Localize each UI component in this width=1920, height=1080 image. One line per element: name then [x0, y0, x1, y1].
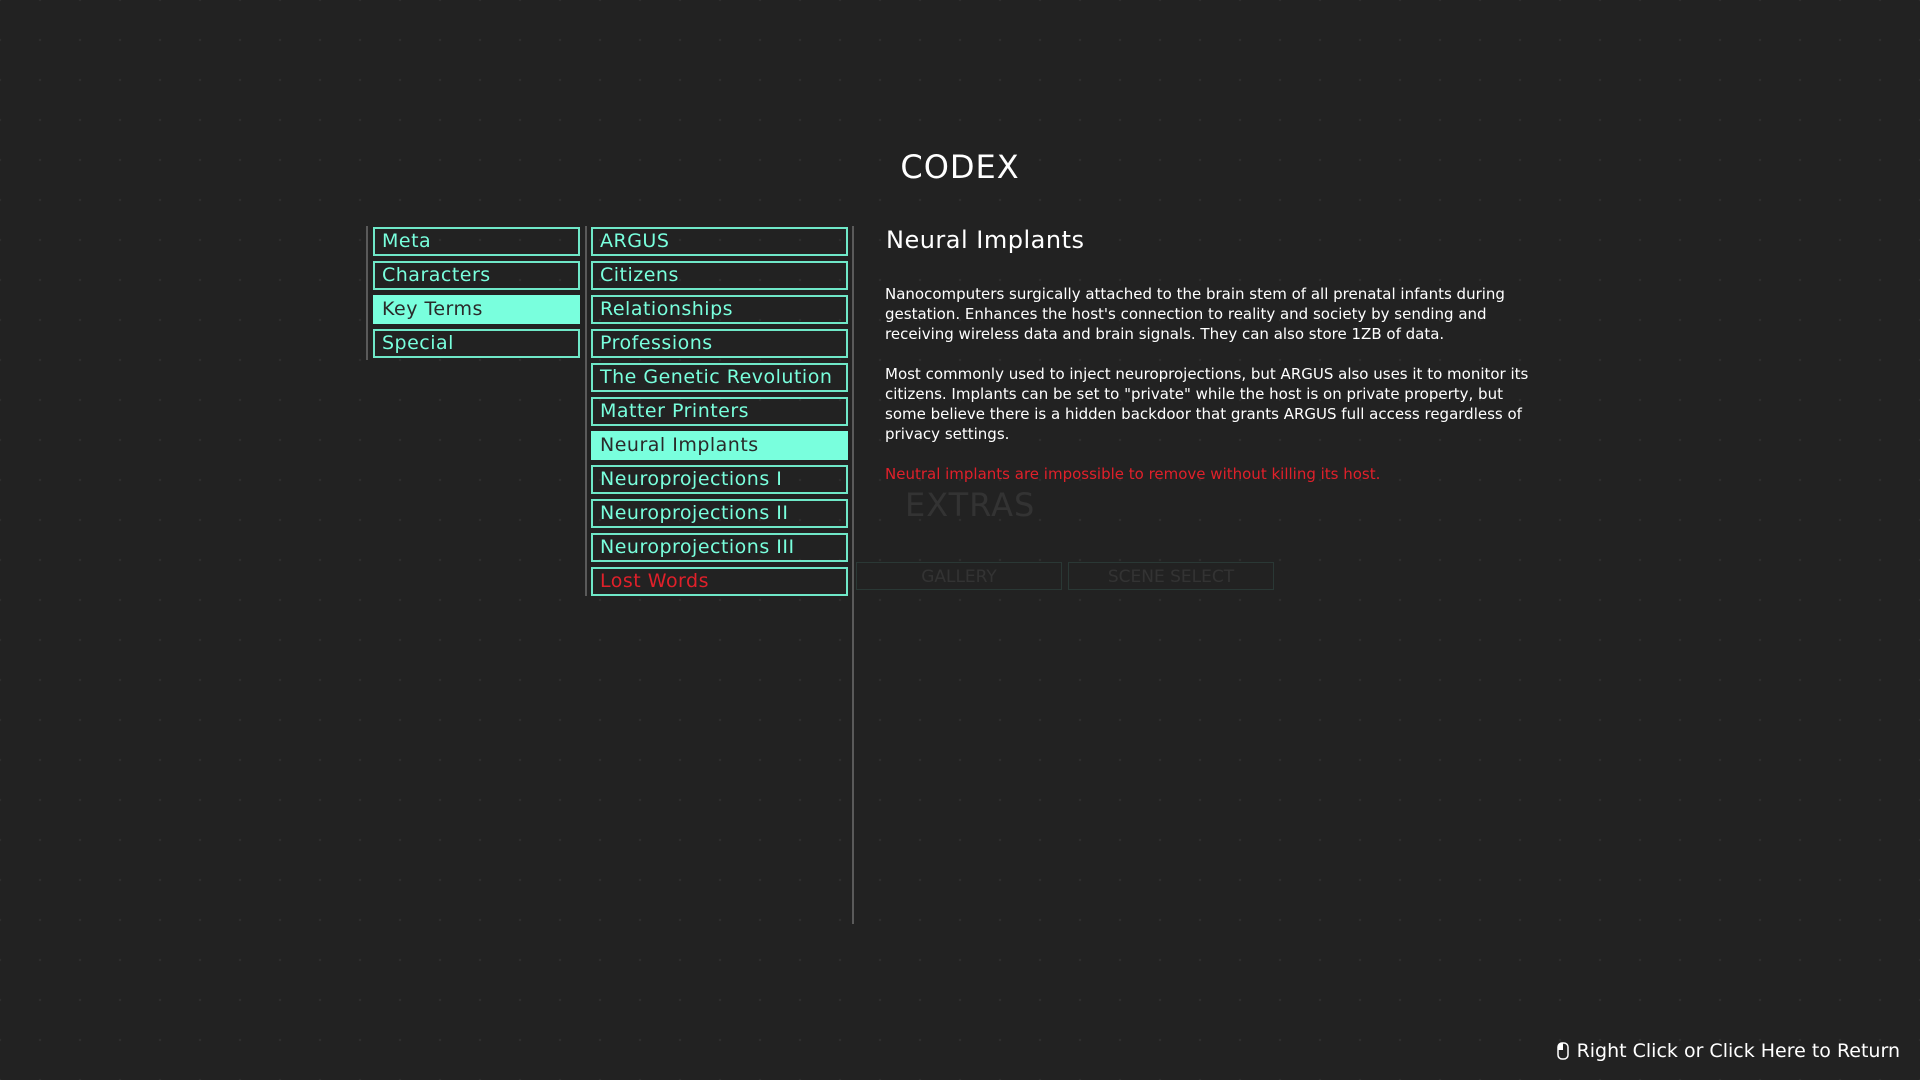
entry-professions[interactable]: Professions	[591, 329, 848, 358]
extras-heading-faded: EXTRAS	[905, 486, 1036, 524]
entry-relationships[interactable]: Relationships	[591, 295, 848, 324]
return-label: Right Click or Click Here to Return	[1576, 1040, 1900, 1062]
mouse-icon	[1557, 1042, 1569, 1060]
entry-neuroprojections-1[interactable]: Neuroprojections I	[591, 465, 848, 494]
entry-divider	[585, 226, 587, 596]
article-paragraph: Nanocomputers surgically attached to the brain stem of all prenatal infants during gestation. Enhances the host's connection to reality and society by sending and receiving wireless data and brain signals. They can also store 1ZB of data.	[885, 285, 1505, 343]
return-link[interactable]	[1557, 1040, 1900, 1062]
entry-matter-printers[interactable]: Matter Printers	[591, 397, 848, 426]
category-characters[interactable]: Characters	[373, 261, 580, 290]
entry-citizens[interactable]: Citizens	[591, 261, 848, 290]
category-special[interactable]: Special	[373, 329, 580, 358]
article-paragraph: Most commonly used to inject neuroprojections, but ARGUS also uses it to monitor its citizens. Implants can be set to "private" while the host is on private property, but some believe there is a hidden backdoor that grants ARGUS full access regardless of privacy settings.	[885, 365, 1529, 443]
gallery-button-faded: GALLERY	[856, 562, 1062, 590]
article-title: Neural Implants	[886, 226, 1085, 254]
article-warning: Neutral implants are impossible to remove without killing its host.	[885, 465, 1381, 483]
entry-genetic-revolution[interactable]: The Genetic Revolution	[591, 363, 848, 392]
entry-argus[interactable]: ARGUS	[591, 227, 848, 256]
article-divider	[852, 226, 854, 924]
entry-neuroprojections-3[interactable]: Neuroprojections III	[591, 533, 848, 562]
category-meta[interactable]: Meta	[373, 227, 580, 256]
category-divider	[366, 226, 368, 360]
entry-neuroprojections-2[interactable]: Neuroprojections II	[591, 499, 848, 528]
codex-title: CODEX	[900, 148, 1020, 186]
scene-select-button-faded: SCENE SELECT	[1068, 562, 1274, 590]
entry-lost-words[interactable]: Lost Words	[591, 567, 848, 596]
entry-neural-implants[interactable]: Neural Implants	[591, 431, 848, 460]
category-key-terms[interactable]: Key Terms	[373, 295, 580, 324]
